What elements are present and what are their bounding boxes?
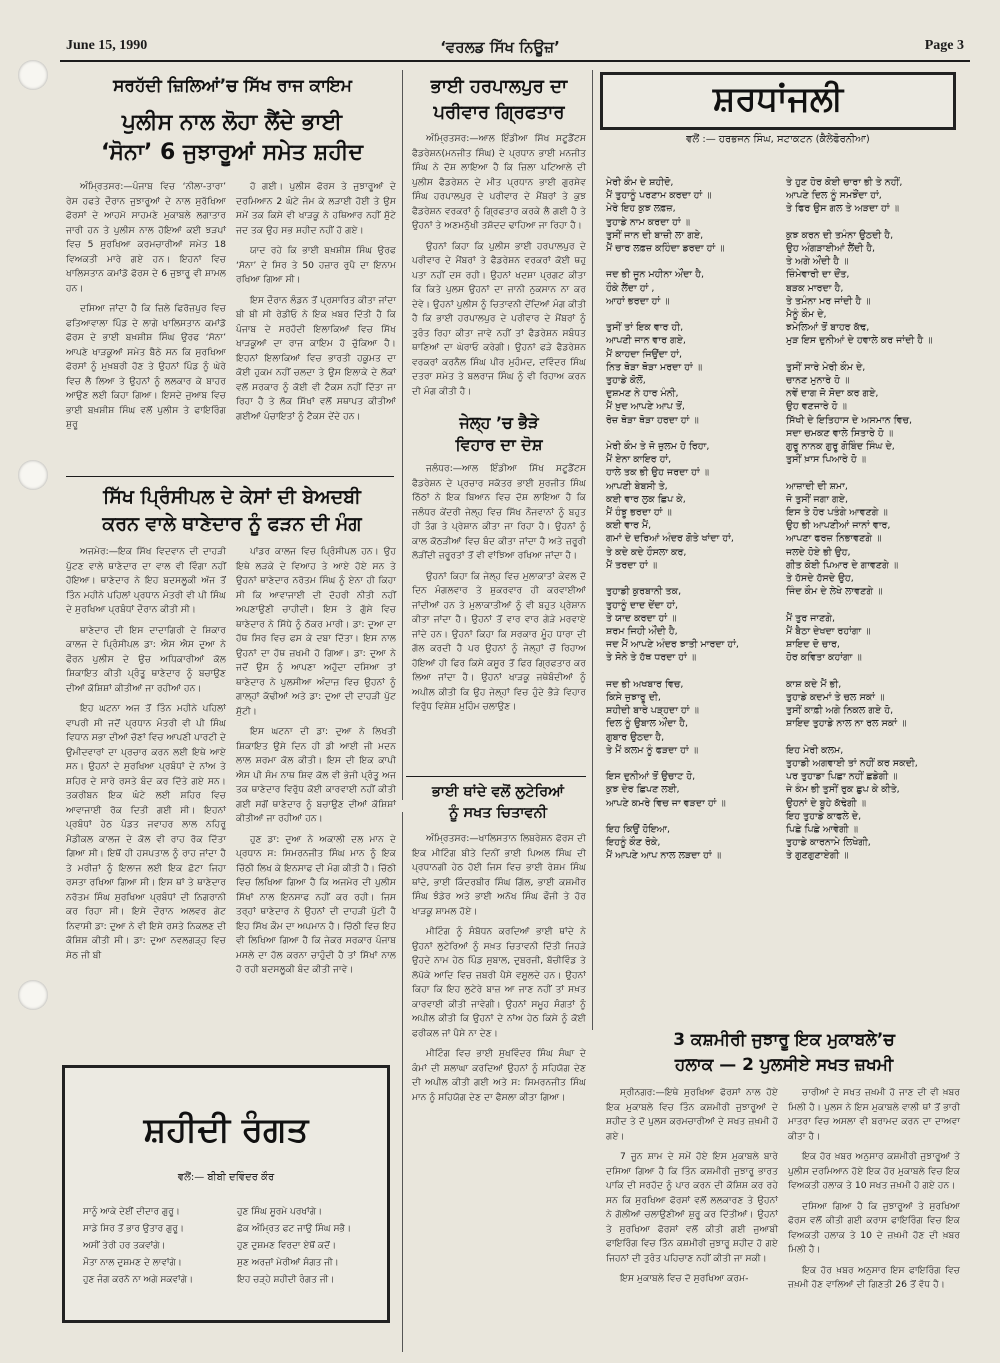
column-divider bbox=[592, 70, 593, 1030]
article6-col2 bbox=[788, 1086, 960, 1348]
martyr-poem-box bbox=[62, 1065, 390, 1323]
article2-col1 bbox=[66, 545, 226, 961]
article3-body bbox=[412, 132, 586, 402]
headline-line: ਵਿਹਾਰ ਦਾ ਦੋਸ਼ bbox=[455, 435, 543, 454]
header-rule bbox=[60, 60, 970, 62]
martyr-poem-col2: ਹੁਣ ਸਿੰਘ ਸੂਰਮੇ ਪਰਖਾਂਗੇ। ਛੱਕ ਅੰਮ੍ਰਿਤ ਫਟ ਜਾਉ ਸਿੰਘ ਸਭੈ। ਹੁਣ ਦੁਸ਼ਮਣ ਵਿਰਦਾ ਏਥੋਂ ਕਦੋਂ। ਸੁਣ ਅਰਜ਼ਾਂ ਮੇਰੀਆਂ ਸੰਗਤ ਜੀ। ਇਹ ਚੜ੍ਹੇ ਸ਼ਹੀਦੀ ਰੰਗਤ ਜੀ। bbox=[237, 1207, 352, 1285]
paragraph: ਮੀਟਿੰਗ ਵਿਚ ਭਾਈ ਸੁਖਵਿੰਦਰ ਸਿੰਘ ਸੰਘਾ ਦੇ ਕੰਮਾਂ ਦੀ ਸ਼ਲਾਘਾ ਕਰਦਿਆਂ ਉਹਨਾਂ ਨੂੰ ਸਹਿਯੋਗ ਦੇਣ ਦੀ ਅਪੀਲ ਕੀਤੀ ਗਈ ਅਤੇ ਸ: ਸਿਮਰਨਜੀਤ ਸਿੰਘ ਮਾਨ ਨੂੰ ਸਹਿਯੋਗ ਦੇਣ ਦਾ ਫੈਸਲਾ ਕੀਤਾ ਗਿਆ। bbox=[412, 1048, 586, 1103]
article2-headline bbox=[66, 484, 398, 538]
paragraph: ਯਾਦ ਰਹੇ ਕਿ ਭਾਈ ਬਖ਼ਸ਼ੀਸ਼ ਸਿੰਘ ਉਰਫ ‘ਸੋਨਾ’ ਦੇ ਸਿਰ ਤੇ 50 ਹਜ਼ਾਰ ਰੁਪੈ ਦਾ ਇਨਾਮ ਰਖਿਆ ਗਿਆ ਸੀ। bbox=[236, 245, 396, 285]
newspaper-title: ‘ਵਰਲਡ ਸਿੱਖ ਨਿਊਜ਼’ bbox=[440, 38, 560, 56]
article1-kicker: ਸਰਹੱਦੀ ਜ਼ਿਲਿਆਂ’ਚ ਸਿੱਖ ਰਾਜ ਕਾਇਮ bbox=[113, 76, 352, 96]
paragraph: ਚਾਰੀਆਂ ਦੇ ਸਖਤ ਜ਼ਖ਼ਮੀ ਹੋ ਜਾਣ ਦੀ ਵੀ ਖ਼ਬਰ ਮਿਲੀ ਹੈ। ਪੁਲਸ ਨੇ ਇਸ ਮੁਕਾਬਲੇ ਵਾਲੀ ਥਾਂ ਤੋਂ ਭਾਰੀ ਮਾਤਰਾ ਵਿਚ ਅਸਲਾ ਵੀ ਬਰਾਮਦ ਕਰਨ ਦਾ ਦਾਅਵਾ ਕੀਤਾ ਹੈ। bbox=[788, 1087, 960, 1142]
article2-col2 bbox=[236, 545, 396, 975]
column-divider bbox=[402, 70, 403, 800]
paragraph: ਦਸਿਆ ਜਾਂਦਾ ਹੈ ਕਿ ਜ਼ਿਲੇ ਫਿਰੋਜ਼ਪੁਰ ਵਿਚ ਫਤਿਆਵਾਲਾ ਪਿੰਡ ਦੇ ਲਾਗੇ ਖਾਲਿਸਤਾਨ ਕਮਾਂਡੋ ਫੋਰਸ ਦੇ ਭਾਈ ਬਖ਼ਸ਼ੀਸ਼ ਸਿੰਘ ਉਰਫ ‘ਸੋਨਾ’ ਆਪਣੇ ਖਾੜਕੂਆਂ ਸਮੇਤ ਬੈਠੇ ਸਨ ਕਿ ਸੁਰਖਿਆ ਫੋਰਸਾਂ ਨੂੰ ਮੁਖ਼ਬਰੀ ਹੋਣ ਤੇ ਉਹਨਾਂ ਪਿੰਡ ਨੂੰ ਘੇਰੇ ਵਿਚ ਲੈ ਲਿਆ ਤੇ ਉਹਨਾਂ ਨੂੰ ਲਲਕਾਰ ਕੇ ਬਾਹਰ ਆਉਣ ਲਈ ਕਿਹਾ ਗਿਆ। ਇਸਦੇ ਜੁਆਬ ਵਿਚ ਭਾਈ ਬਖ਼ਸ਼ੀਸ਼ ਸਿੰਘ ਵਲੋਂ ਪੁਲੀਸ ਤੇ ਫਾਇਰਿੰਗ ਸ਼ੁਰੂ bbox=[66, 303, 226, 430]
paragraph: ਹੁਣ ਡਾ: ਦੁਆ ਨੇ ਅਕਾਲੀ ਦਲ ਮਾਨ ਦੇ ਪ੍ਰਧਾਨ ਸ: ਸਿਮਰਨਜੀਤ ਸਿੰਘ ਮਾਨ ਨੂੰ ਇਕ ਚਿੱਠੀ ਲਿਖ ਕੇ ਇਨਸਾਫ ਦੀ ਮੰਗ ਕੀਤੀ ਹੈ। ਚਿੱਠੀ ਵਿਚ ਲਿਖਿਆ ਗਿਆ ਹੈ ਕਿ ਅਜਮੇਰ ਦੀ ਪੁਲੀਸ ਸਿੱਖਾਂ ਨਾਲ ਇਨਸਾਫ ਨਹੀਂ ਕਰ ਰਹੀ। ਜਿਸ ਤਰ੍ਹਾਂ ਥਾਣੇਦਾਰ ਨੇ ਉਹਨਾਂ ਦੀ ਦਾਹੜੀ ਪੁੱਟੀ ਹੈ ਇਹ ਸਿੱਖ ਕੌਮ ਦਾ ਅਪਮਾਨ ਹੈ। ਚਿੱਠੀ ਵਿਚ ਇਹ ਵੀ ਲਿਖਿਆ ਗਿਆ ਹੈ ਕਿ ਜੇਕਰ ਸਰਕਾਰ ਪੰਜਾਬ ਮਸਲੇ ਦਾ ਹੱਲ ਕਰਨਾ ਚਾਹੁੰਦੀ ਹੈ ਤਾਂ ਸਿੱਖਾਂ ਨਾਲ ਹੋ ਰਹੀ ਬਦਸਲੂਕੀ ਬੰਦ ਕੀਤੀ ਜਾਵੇ। bbox=[236, 833, 396, 975]
paragraph: ਇਸ ਮੁਕਾਬਲੇ ਵਿਚ ਦੋ ਸੁਰਖਿਆ ਕਰਮ- bbox=[620, 1273, 749, 1284]
headline-line: ਨੂੰ ਸਖਤ ਚਿਤਾਵਨੀ bbox=[448, 805, 548, 821]
article4-headline bbox=[410, 412, 588, 456]
tribute-poem-col2: ਤੇ ਹੁਣ ਹੋਰ ਕੋਈ ਚਾਰਾ ਭੀ ਤੇ ਨਹੀਂ, ਆਪਣੇ ਦਿਲ ਨੂੰ ਸਮਝੌਂਦਾ ਹਾਂ, ਤੇ ਫਿਰ ਉਸ ਗਲ ਤੇ ਅੜਦਾ ਹਾਂ ॥ ਕੁਝ ਕਰਨ ਦੀ ਤਮੰਨਾ ਉਠਦੀ ਹੈ, ਉਹ ਅੰਗੜਾਈਆਂ ਲੈਂਦੀ ਹੈ, ਤੇ ਅਗੇ ਔਂਦੀ ਹੈ ॥ ਜ਼ਿੰਮੇਵਾਰੀ ਦਾ ਦੌਂਤ, ਬੜਕ ਮਾਰਦਾ ਹੈ, ਤੇ ਤਮੰਨਾ ਮਰ ਜਾਂਦੀ ਹੈ ॥ ਮੈਨੂੰ ਕੌਮ ਦੇ, ਝਮੇਲਿਆਂ ਤੋਂ ਬਾਹਰ ਕੱਢ, ਮੁੜ ਇਸ ਦੁਨੀਆਂ ਦੇ ਹਵਾਲੇ ਕਰ ਜਾਂਦੀ ਹੈ ॥ ਤੁਸੀਂ ਸਾਰੇ ਮੇਰੀ ਕੌਮ ਦੇ, ਚਾਨਣ ਮੁਨਾਰੇ ਹੋ ॥ ਨਵੇਂ ਦਾਗ ਜੋ ਸੋਦਾ ਕਰ ਗਏ, ਉਹ ਵਣਜਾਰੇ ਹੋ ॥ ਸਿੱਖੀ ਦੇ ਇਤਿਹਾਸ ਦੇ ਅਸਮਾਨ ਵਿਚ, ਸਦਾ ਚਮਕਣ ਵਾਲੇ ਸਿਤਾਰੇ ਹੋ ॥ ਗੁਰੂ ਨਾਨਕ ਗੁਰੂ ਗੋਬਿੰਦ ਸਿੰਘ ਦੇ, ਤੁਸੀਂ ਖ਼ਾਸ ਪਿਆਰੇ ਹੋ ॥ ਆਜ਼ਾਦੀ ਦੀ ਸ਼ਮਾ, ਜੋ ਤੁਸੀਂ ਜਗਾ ਗਏ, ਇਸ ਤੇ ਹੋਰ ਪਤੰਗੇ ਆਵਣਗੇ ॥ ਉਹ ਭੀ ਆਪਣੀਆਂ ਜਾਨਾਂ ਵਾਰ, ਆਪਣਾ ਫਰਜ਼ ਨਿਭਾਵਣਗੇ ॥ ਜਲਦੇ ਹੋਏ ਭੀ ਉਹ, ਗੀਤ ਕੋਈ ਪਿਆਰ ਦੇ ਗਾਵਣਗੇ ॥ ਤੇ ਹੱਸਦੇ ਹੱਸਦੇ ਉਹ, ਜਿੰਦ ਕੌਮ ਦੇ ਲੇਖੇ ਲਾਵਣਗੇ ॥ ਮੈਂ ਤੁਰ ਜਾਣਗੇ, ਮੈਂ ਬੈਠਾ ਦੇਖਦਾ ਰਹਾਂਗਾ ॥ ਸ਼ਾਇਦ ਦੋ ਚਾਰ, ਹੋਰ ਕਵਿਤਾ ਕਹਾਂਗਾ ॥ ਕਾਸ਼ ਕਦੇ ਮੈਂ ਭੀ, ਤੁਹਾਡੇ ਕਦਮਾਂ ਤੇ ਚਲ ਸਕਾਂ ॥ ਤੁਸੀਂ ਕਾਫ਼ੀ ਅਗੇ ਨਿਕਲ ਗਏ ਹੋ, ਸ਼ਾਇਦ ਤੁਹਾਡੇ ਨਾਲ ਨਾ ਰਲ ਸਕਾਂ ॥ ਇਹ ਮੇਰੀ ਕਲਮ, ਤੁਹਾਡੀ ਅਗਵਾਈ ਤਾਂ ਨਹੀਂ ਕਰ ਸਕਦੀ, ਪਰ ਤੁਹਾਡਾ ਪਿਛਾ ਨਹੀਂ ਛਡੇਗੀ ॥ ਜੇ ਕੰਮ ਭੀ ਤੁਸੀਂ ਰੁਕ ਛੁਪ ਕੇ ਕੀਤੇ, ਉਹਨਾਂ ਦੇ ਬੂਹੇ ਕੱਢੇਗੀ ॥ ਇਹ ਤੁਹਾਡੇ ਕਾਫਲੇ ਦੇ, ਪਿਛੇ ਪਿਛੇ ਆਵੇਗੀ ॥ ਤੁਹਾਡੇ ਕਾਰਨਾਮੇ ਲਿਖੇਗੀ, ਤੇ ਗੁਣਗੁਣਾਏਗੀ ॥ bbox=[786, 177, 933, 862]
martyr-poem-title: ਸ਼ਹੀਦੀ ਰੰਗਤ bbox=[143, 1110, 309, 1150]
paragraph: ਪਾਂਡਰ ਕਾਲਜ ਵਿਚ ਪ੍ਰਿੰਸੀਪਲ ਹਨ। ਉਹ ਇਥੇ ਲੜਕੇ ਦੇ ਵਿਆਹ ਤੇ ਆਏ ਹੋਏ ਸਨ ਤੇ ਉਹਨਾਂ ਥਾਣੇਦਾਰ ਨਰੋਤਮ ਸਿੰਘ ਨੂੰ ਏਨਾ ਹੀ ਕਿਹਾ ਸੀ ਕਿ ਆਵਾਜਾਈ ਦੀ ਦੋਹਰੀ ਨੀਤੀ ਨਹੀਂ ਅਪਣਾਉਣੀ ਚਾਹੀਦੀ। ਇਸ ਤੇ ਗੁੱਸੇ ਵਿਚ ਥਾਣੇਦਾਰ ਨੇ ਸਿੱਧੇ ਨੂੰ ਠੋਕਰ ਮਾਰੀ। ਡਾ: ਦੁਆ ਦਾ ਹੱਥ ਸਿਰ ਵਿਚ ਫਸ ਕੇ ਦਬਾ ਦਿੱਤਾ। ਇਸ ਨਾਲ ਉਹਨਾਂ ਦਾ ਹੱਥ ਜ਼ਖਮੀ ਹੋ ਗਿਆ। ਡਾ: ਦੁਆ ਨੇ ਜਦੋਂ ਉਸ ਨੂੰ ਆਪਣਾ ਅਹੁੱਦਾ ਦਸਿਆ ਤਾਂ ਥਾਣੇਦਾਰ ਨੇ ਪੁਲਸੀਆ ਅੰਦਾਜ਼ ਵਿਚ ਉਹਨਾਂ ਨੂੰ ਗਾਲ੍ਹਾਂ ਕੱਢੀਆਂ ਅਤੇ ਡਾ: ਦੁਆ ਦੀ ਦਾਹੜੀ ਪੁੱਟ ਸੁੱਟੀ। bbox=[236, 546, 396, 717]
paragraph: ਇਹ ਘਟਨਾ ਅਜ ਤੋਂ ਤਿੰਨ ਮਹੀਨੇ ਪਹਿਲਾਂ ਵਾਪਰੀ ਸੀ ਜਦੋਂ ਪ੍ਰਧਾਨ ਮੰਤਰੀ ਵੀ ਪੀ ਸਿੰਘ ਵਿਧਾਨ ਸਭਾ ਦੀਆਂ ਚੋਣਾਂ ਵਿਚ ਆਪਣੀ ਪਾਰਟੀ ਦੇ ਉਮੀਦਵਾਰਾਂ ਦਾ ਪ੍ਰਚਾਰ ਕਰਨ ਲਈ ਇਥੇ ਆਏ ਸਨ। ਉਹਨਾਂ ਦੇ ਸੁਰਖਿਆ ਪ੍ਰਬੰਧਾਂ ਦੇ ਨਾਂਅ ਤੇ ਸ਼ਹਿਰ ਦੇ ਸਾਰੇ ਰਸਤੇ ਬੰਦ ਕਰ ਦਿੱਤੇ ਗਏ ਸਨ। ਤਕਰੀਬਨ ਇਕ ਘੰਟੇ ਲਈ ਸ਼ਹਿਰ ਵਿਚ ਆਵਾਜਾਈ ਰੋਕ ਦਿਤੀ ਗਈ ਸੀ। ਇਹਨਾਂ ਪ੍ਰਬੰਧਾਂ ਹੇਠ ਪੰਡਤ ਜਵਾਹਰ ਲਾਲ ਨਹਿਰੂ ਮੈਡੀਕਲ ਕਾਲਜ ਦੇ ਕੋਲ ਵੀ ਰਾਹ ਰੋਕ ਦਿੱਤਾ ਗਿਆ ਸੀ। ਇਥੋਂ ਹੀ ਹਸਪਤਾਲ ਨੂੰ ਰਾਹ ਜਾਂਦਾ ਹੈ ਤੇ ਮਰੀਜ਼ਾਂ ਨੂੰ ਇਲਾਜ ਲਈ ਇਕ ਛੋਟਾ ਜਿਹਾ ਰਸਤਾ ਰਖਿਆ ਗਿਆ ਸੀ। ਇਸ ਥਾਂ ਤੇ ਥਾਣੇਦਾਰ ਨਰੋਤਮ ਸਿੰਘ ਸੁਰਖਿਆ ਪ੍ਰਬੰਧਾਂ ਦੀ ਨਿਗਰਾਨੀ ਕਰ ਰਿਹਾ ਸੀ। ਇਸੇ ਦੌਰਾਨ ਅਲਵਰ ਗੇਟ ਨਿਵਾਸੀ ਡਾ: ਦੁਆ ਨੇ ਵੀ ਇਸੇ ਰਸਤੇ ਨਿਕਲਣ ਦੀ ਕੋਸ਼ਿਸ਼ ਕੀਤੀ ਸੀ। ਡਾ: ਦੁਆ ਨਵਲਗੜ੍ਹ ਵਿਚ ਸੇਠ ਜੀ ਬੀ bbox=[66, 703, 226, 961]
martyr-poem-byline: ਵਲੋਂ:— ਬੀਬੀ ਦਵਿੰਦਰ ਕੌਰ bbox=[177, 1172, 275, 1183]
tribute-poem-col1: ਮੇਰੀ ਕੌਮ ਦੇ ਸ਼ਹੀਦੋ, ਮੈਂ ਤੁਹਾਨੂੰ ਪਰਣਾਮ ਕਰਦਾ ਹਾਂ ॥ ਮੇਰੇ ਇਹ ਕੁਝ ਲਫ਼ਜ਼, ਤੁਹਾਡੇ ਨਾਮ ਕਰਦਾ ਹਾਂ ॥ ਤੁਸੀਂ ਜਾਨ ਦੀ ਬਾਜ਼ੀ ਲਾ ਗਏ, ਮੈਂ ਚਾਰ ਲਫ਼ਜ਼ ਕਹਿੰਦਾ ਡਰਦਾ ਹਾਂ ॥ ਜਦ ਭੀ ਜੂਨ ਮਹੀਨਾ ਔਂਦਾ ਹੈ, ਹੌਕੇ ਲੈਂਦਾ ਹਾਂ , ਆਹਾਂ ਭਰਦਾ ਹਾਂ ॥ ਤੁਸੀਂ ਤਾਂ ਇਕ ਵਾਰ ਹੀ, ਆਪਣੀ ਜਾਨ ਵਾਰ ਗਏ, ਮੈਂ ਕਾਹਦਾ ਜਿਉਂਦਾ ਹਾਂ, ਨਿਤ ਥੋੜਾ ਥੋੜਾ ਮਰਦਾ ਹਾਂ ॥ ਤੁਹਾਡੇ ਕੋਲੋਂ, ਦੁਸ਼ਮਣ ਨੇ ਹਾਰ ਮੰਨੀ, ਮੈਂ ਖ਼ੁਦ ਆਪਣੇ ਆਪ ਤੋਂ, ਰੋਜ਼ ਥੋੜਾ ਥੋੜਾ ਹਰਦਾ ਹਾਂ ॥ ਮੇਰੀ ਕੌਮ ਤੇ ਜੋ ਜ਼ੁਲਮ ਹੋ ਰਿਹਾ, ਮੈਂ ਏਨਾ ਕਾਇਰ ਹਾਂ, ਹਾਲੇ ਤਕ ਭੀ ਉਹ ਜਰਦਾ ਹਾਂ ॥ ਆਪਣੀ ਬੇਬਸੀ ਤੇ, ਕਈ ਵਾਰ ਲੁਕ ਛਿਪ ਕੇ, ਮੈਂ ਹੰਝੂ ਭਰਦਾ ਹਾਂ ॥ ਕਈ ਵਾਰ ਮੈਂ, ਗਮਾਂ ਦੇ ਦਰਿਆਂ ਅੰਦਰ ਗੋਤੇ ਖਾਂਦਾ ਹਾਂ, ਤੇ ਕਦੇ ਕਦੇ ਹੌਸਲਾ ਕਰ, ਮੈਂ ਤਰਦਾ ਹਾਂ ॥ ਤੁਹਾਡੀ ਕੁਰਬਾਨੀ ਤਕ, ਤੁਹਾਨੂੰ ਦਾਦ ਦੇਂਦਾ ਹਾਂ, ਤੇ ਯਾਦ ਕਰਦਾ ਹਾਂ ॥ ਸ਼ਰਮ ਜਿਹੀ ਔਂਦੀ ਹੈ, ਜਦ ਮੈਂ ਆਪਣੇ ਅੰਦਰ ਝਾਤੀ ਮਾਰਦਾ ਹਾਂ, ਤੇ ਸੋਨੇ ਤੇ ਹੱਥ ਧਰਦਾ ਹਾਂ ॥ ਜਦ ਭੀ ਅਖਬਾਰ ਵਿਚ, ਕਿਸੇ ਜੁਝਾਰੂ ਦੀ, ਸ਼ਹੀਦੀ ਬਾਰੇ ਪੜ੍ਹਦਾ ਹਾਂ ॥ ਦਿਲ ਨੂੰ ਉਬਾਲ ਔਂਦਾ ਹੈ, ਗੁਬਾਰ ਉਠਦਾ ਹੈ, ਤੇ ਮੈਂ ਕਲਮ ਨੂੰ ਫੜਦਾ ਹਾਂ ॥ ਇਸ ਦੁਨੀਆਂ ਤੋਂ ਉਚਾਟ ਹੋ, ਕੁਝ ਦੇਰ ਛਿਪਣ ਲਈ, ਆਪਣੇ ਕਮਰੇ ਵਿਚ ਜਾ ਵੜਦਾ ਹਾਂ ॥ ਇਹ ਕਿਉਂ ਹੋਇਆ, ਇਹਨੂੰ ਕੌਣ ਰੋਕੇ, ਮੈਂ ਆਪਣੇ ਆਪ ਨਾਲ ਲੜਦਾ ਹਾਂ ॥ bbox=[606, 177, 739, 862]
section-rule bbox=[66, 476, 394, 477]
article5-headline bbox=[406, 782, 590, 824]
paragraph: ਇਕ ਹੋਰ ਖ਼ਬਰ ਅਨੁਸਾਰ ਇਸ ਫਾਇਰਿੰਗ ਵਿਚ ਜ਼ਖ਼ਮੀ ਹੋਣ ਵਾਲਿਆਂ ਦੀ ਗਿਣਤੀ 26 ਤੋਂ ਵੱਧ ਹੈ। bbox=[788, 1264, 960, 1290]
paragraph: ਜਲੰਧਰ:—ਆਲ ਇੰਡੀਆ ਸਿੱਖ ਸਟੂਡੈਂਟਸ ਫੈਡਰੇਸ਼ਨ ਦੇ ਪ੍ਰਚਾਰ ਸਕੱਤਰ ਭਾਈ ਸੁਰਜੀਤ ਸਿੰਘ ਠਿੱਠਾਂ ਨੇ ਇਕ ਬਿਆਨ ਵਿਚ ਦੋਸ਼ ਲਾਇਆ ਹੈ ਕਿ ਜਲੰਧਰ ਕੇਂਦਰੀ ਜੇਲ੍ਹ ਵਿਚ ਸਿੱਖ ਨੌਜਵਾਨਾਂ ਨੂੰ ਬਹੁਤ ਹੀ ਤੰਗ ਤੇ ਪ੍ਰੇਸ਼ਾਨ ਕੀਤਾ ਜਾ ਰਿਹਾ ਹੈ। ਉਹਨਾਂ ਨੂੰ ਕਾਲ ਕੋਠੜੀਆਂ ਵਿਚ ਬੰਦ ਕੀਤਾ ਜਾਂਦਾ ਹੈ ਅਤੇ ਜ਼ਰੂਰੀ ਲੋੜੀਂਦੀ ਜ਼ਰੂਰਤਾਂ ਤੋਂ ਵੀ ਵਾਂਝਿਆ ਰਖਿਆ ਜਾਂਦਾ ਹੈ। bbox=[412, 463, 586, 561]
issue-date: June 15, 1990 bbox=[66, 38, 148, 53]
martyr-poem-col1: ਸਾਨੂੰ ਆਕੇ ਦੇਈਂ ਦੀਦਾਰ ਗੁਰੂ। ਸਾਡੇ ਸਿਰ ਤੋਂ ਭਾਰ ਉਤਾਰ ਗੁਰੂ। ਅਸੀਂ ਤੇਰੀ ਹਰ ਤਕਵਾਂਗੇ। ਮੌਤਾ ਨਾਲ ਦੁਸ਼ਮਣ ਦੇ ਲਾਵਾਂਗੇ। ਹੁਣ ਜੰਗ ਕਰਨੋ ਨਾ ਅਗੇ ਸਕਵਾਂਗੇ। bbox=[83, 1207, 194, 1285]
headline-line: ‘ਸੋਨਾ’ 6 ਜੁਝਾਰੂਆਂ ਸਮੇਤ ਸ਼ਹੀਦ bbox=[100, 140, 364, 165]
article6-headline bbox=[606, 1028, 962, 1078]
tribute-title: ਸ਼ਰਧਾਂਜਲੀ bbox=[712, 79, 844, 119]
paragraph: ਉਹਨਾਂ ਕਿਹਾ ਕਿ ਜੇਲ੍ਹ ਵਿਚ ਮੁਲਾਕਾਤਾਂ ਕੇਵਲ ਦੋ ਦਿਨ ਮੰਗਲਵਾਰ ਤੇ ਸ਼ੁਕਰਵਾਰ ਹੀ ਕਰਵਾਈਆਂ ਜਾਂਦੀਆਂ ਹਨ ਤੇ ਮੁਲਾਕਾਤੀਆਂ ਨੂੰ ਵੀ ਬਹੁਤ ਪ੍ਰੇਸ਼ਾਨ ਕੀਤਾ ਜਾਂਦਾ ਹੈ। ਉਹਨਾਂ ਤੋਂ ਵਾਰ ਵਾਰ ਗੇੜੇ ਮਰਵਾਏ ਜਾਂਦੇ ਹਨ। ਉਹਨਾਂ ਕਿਹਾ ਕਿ ਸਰਕਾਰ ਮੂੰਹ ਧਾਰਾ ਦੀ ਗੱਲ ਕਰਦੀ ਹੈ ਪਰ ਉਹਨਾਂ ਨੂੰ ਜੇਲ੍ਹਾਂ ਚੋਂ ਰਿਹਾਅ ਹੋਇਆਂ ਹੀ ਫਿਰ ਕਿਸੇ ਕਸੂਰ ਤੋਂ ਫਿਰ ਗ੍ਰਿਫਤਾਰ ਕਰ ਲਿਆ ਜਾਂਦਾ ਹੈ। ਉਹਨਾਂ ਖਾੜਕੂ ਜਥੇਬੰਦੀਆਂ ਨੂੰ ਅਪੀਲ ਕੀਤੀ ਕਿ ਉਹ ਜੇਲ੍ਹਾਂ ਵਿਚ ਹੁੰਦੇ ਭੈੜੇ ਵਿਹਾਰ ਵਿਰੁੱਧ ਵਿਸ਼ੇਸ਼ ਮੁਹਿੰਮ ਚਲਾਉਣ। bbox=[412, 570, 586, 712]
headline-line: ਪਰੀਵਾਰ ਗ੍ਰਿਫਤਾਰ bbox=[433, 102, 565, 123]
punch-hole bbox=[18, 980, 48, 1010]
paragraph: ਇਸ ਦੌਰਾਨ ਲੰਡਨ ਤੋਂ ਪ੍ਰਸਾਰਿਤ ਕੀਤਾ ਜਾਂਦਾ ਬੀ ਬੀ ਸੀ ਰੇਡੀਓ ਨੇ ਇਕ ਖ਼ਬਰ ਦਿੱਤੀ ਹੈ ਕਿ ਪੰਜਾਬ ਦੇ ਸਰਹੱਦੀ ਇਲਾਕਿਆਂ ਵਿਚ ਸਿੱਖ ਖਾੜਕੂਆਂ ਦਾ ਰਾਜ ਕਾਇਮ ਹੋ ਚੁੱਕਿਆ ਹੈ। ਇਹਨਾਂ ਇਲਾਕਿਆਂ ਵਿਚ ਭਾਰਤੀ ਹਕੂਮਤ ਦਾ ਕੋਈ ਹੁਕਮ ਨਹੀਂ ਚਲਦਾ ਤੇ ਉਸ ਇਲਾਕੇ ਦੇ ਲੋਕਾਂ ਵਲੋਂ ਸਰਕਾਰ ਨੂੰ ਕੋਈ ਵੀ ਟੈਕਸ ਨਹੀਂ ਦਿੱਤਾ ਜਾ ਰਿਹਾ ਹੈ ਤੇ ਲੋਕ ਸਿੱਖਾਂ ਵਲੋਂ ਸਥਾਪਤ ਕੀਤੀਆਂ ਗਈਆਂ ਪੰਚਾਇਤਾਂ ਨੂੰ ਟੈਕਸ ਦੇਂਦੇ ਹਨ। bbox=[236, 294, 396, 422]
paragraph: ਹੋ ਗਈ। ਪੁਲੀਸ ਫੋਰਸ ਤੇ ਜੁਝਾਰੂਆਂ ਦੇ ਦਰਮਿਆਨ 2 ਘੰਟੇ ਜੰਮ ਕੇ ਲੜਾਈ ਹੋਈ ਤੇ ਉਸ ਸਮੇਂ ਤਕ ਕਿਸੇ ਵੀ ਖਾੜਕੂ ਨੇ ਹਥਿਆਰ ਨਹੀਂ ਸੁੱਟੇ ਜਦ ਤਕ ਉਹ ਸਭ ਸ਼ਹੀਦ ਨਹੀਂ ਹੋ ਗਏ। bbox=[236, 181, 396, 236]
headline-line: ਸਿੱਖ ਪ੍ਰਿੰਸੀਪਲ ਦੇ ਕੇਸਾਂ ਦੀ ਬੇਅਦਬੀ bbox=[103, 486, 361, 508]
headline-line: ਜੇਲ੍ਹ ’ਚ ਭੈੜੇ bbox=[459, 413, 539, 432]
page-number: Page 3 bbox=[924, 38, 964, 53]
article1-col1 bbox=[66, 180, 226, 472]
headline-line: ਕਰਨ ਵਾਲੇ ਥਾਣੇਦਾਰ ਨੂੰ ਫੜਨ ਦੀ ਮੰਗ bbox=[102, 513, 362, 535]
article6-col1 bbox=[606, 1086, 778, 1348]
tribute-title-box bbox=[600, 72, 956, 130]
paragraph: ਅੰਮ੍ਰਿਤਸਰ:—ਪੰਜਾਬ ਵਿਚ ‘ਨੀਲਾ-ਤਾਰਾ’ ਰੇਸ ਹਫਤੇ ਦੌਰਾਨ ਜੁਝਾਰੂਆਂ ਦੇ ਨਾਲ ਸੁਰੱਖਿਆ ਫੋਰਸਾਂ ਦੇ ਆਹਮੋ ਸਾਹਮਣੇ ਮੁਕਾਬਲੇ ਲਗਾਤਾਰ ਜਾਰੀ ਹਨ ਤੇ ਪੁਲੀਸ ਨਾਲ ਹੋਇਆਂ ਕਈ ਝੜਪਾਂ ਵਿਚ 5 ਸੁਰਖਿਆ ਕਰਮਚਾਰੀਆਂ ਸਮੇਤ 18 ਵਿਅਕਤੀ ਮਾਰੇ ਗਏ ਹਨ। ਇਹਨਾਂ ਵਿਚ ਖਾਲਿਸਤਾਨ ਕਮਾਂਡੋ ਫੋਰਸ ਦੇ 6 ਜੁਝਾਰੂ ਵੀ ਸ਼ਾਮਲ ਹਨ। bbox=[66, 181, 226, 294]
paragraph: ਇਸ ਘਟਨਾ ਦੀ ਡਾ: ਦੁਆ ਨੇ ਲਿਖਤੀ ਸ਼ਿਕਾਇਤ ਉਸੇ ਦਿਨ ਹੀ ਡੀ ਆਈ ਜੀ ਮਦਨ ਲਾਲ ਸ਼ਰਮਾ ਕੋਲ ਕੀਤੀ। ਇਸ ਦੀ ਇਕ ਕਾਪੀ ਐਸ ਪੀ ਸੰਮ ਨਾਥ ਸ਼ਿਵ ਕੋਲ ਵੀ ਭੇਜੀ ਪ੍ਰੰਤੂ ਅਜ ਤਕ ਥਾਣੇਦਾਰ ਵਿਰੁੱਧ ਕੋਈ ਕਾਰਵਾਈ ਨਹੀਂ ਕੀਤੀ ਗਈ ਸਗੋਂ ਥਾਣੇਦਾਰ ਨੂੰ ਬਚਾਉਣ ਦੀਆਂ ਕੋਸ਼ਿਸ਼ਾਂ ਕੀਤੀਆਂ ਜਾ ਰਹੀਆਂ ਹਨ। bbox=[236, 726, 396, 824]
headline-line: ਹਲਾਕ — 2 ਪੁਲਸੀਏ ਸਖਤ ਜ਼ਖਮੀ bbox=[674, 1055, 894, 1075]
paragraph: ਸ੍ਰੀਨਗਰ:—ਇਥੇ ਸੁਰਖਿਆ ਫੋਰਸਾਂ ਨਾਲ ਹੋਏ ਇਕ ਮੁਕਾਬਲੇ ਵਿਚ ਤਿੰਨ ਕਸ਼ਮੀਰੀ ਜੁਝਾਰੂਆਂ ਦੇ ਸ਼ਹੀਦ ਤੇ ਦੋ ਪੁਲਸ ਕਰਮਚਾਰੀਆਂ ਦੇ ਸਖਤ ਜ਼ਖ਼ਮੀ ਹੋ ਗਏ। bbox=[606, 1087, 778, 1142]
paragraph: ਮੀਟਿੰਗ ਨੂੰ ਸੰਬੋਧਨ ਕਰਦਿਆਂ ਭਾਈ ਥਾਂਦੇ ਨੇ ਉਹਨਾਂ ਲੁਟੇਰਿਆਂ ਨੂੰ ਸਖ਼ਤ ਚਿਤਾਵਨੀ ਦਿੱਤੀ ਜਿਹੜੇ ਉਹਦੇ ਨਾਮ ਹੇਠ ਪਿੰਡ ਸੁਬਾਲ, ਦੁਬਰਜੀ, ਬੱਚੀਵਿੰਡ ਤੇ ਲੋਪੋਕੇ ਆਦਿ ਵਿਚ ਜ਼ਬਰੀ ਪੈਸੇ ਵਸੂਲਦੇ ਹਨ। ਉਹਨਾਂ ਕਿਹਾ ਕਿ ਇਹ ਲੁਟੇਰੇ ਬਾਜ਼ ਆ ਜਾਣ ਨਹੀਂ ਤਾਂ ਸਖ਼ਤ ਕਾਰਵਾਈ ਕੀਤੀ ਜਾਵੇਗੀ। ਉਹਨਾਂ ਸਮੂਹ ਸੰਗਤਾਂ ਨੂੰ ਅਪੀਲ ਕੀਤੀ ਕਿ ਉਹਨਾਂ ਦੇ ਨਾਂਅ ਹੇਠ ਕਿਸੇ ਨੂੰ ਕੋਈ ਫਰੀਕਲ ਜਾਂ ਪੈਸੇ ਨਾ ਦੇਣ। bbox=[412, 926, 586, 1039]
paragraph: ਥਾਣੇਦਾਰ ਦੀ ਇਸ ਦਾਦਾਗਿਰੀ ਦੇ ਸ਼ਿਕਾਰ ਕਾਲਜ ਦੇ ਪ੍ਰਿੰਸੀਪਲ ਡਾ: ਐਸ ਐਸ ਦੁਆ ਨੇ ਫੌਰਨ ਪੁਲੀਸ ਦੇ ਉਚ ਅਧਿਕਾਰੀਆਂ ਕੋਲ ਸ਼ਿਕਾਇਤ ਕੀਤੀ ਪ੍ਰੰਤੂ ਥਾਣੇਦਾਰ ਨੂੰ ਬਚਾਉਣ ਦੀਆਂ ਕੋਸ਼ਿਸ਼ਾਂ ਕੀਤੀਆਂ ਜਾ ਰਹੀਆਂ ਹਨ। bbox=[66, 624, 226, 694]
article1-headline bbox=[66, 108, 398, 168]
article4-body bbox=[412, 462, 586, 772]
paragraph: ਉਹਨਾਂ ਕਿਹਾ ਕਿ ਪੁਲੀਸ ਭਾਈ ਹਰਪਾਲਪੁਰ ਦੇ ਪਰੀਵਾਰ ਦੇ ਮੈਂਬਰਾਂ ਤੇ ਫੈਡਰੇਸ਼ਨ ਵਰਕਰਾਂ ਕੋਈ ਥਹੁ ਪਤਾ ਨਹੀਂ ਦਸ ਰਹੀ। ਉਹਨਾਂ ਖਦਸ਼ਾ ਪ੍ਰਗਟ ਕੀਤਾ ਕਿ ਕਿਤੇ ਪੁਲਸ ਉਹਨਾਂ ਦਾ ਜਾਨੀ ਨੁਕਸਾਨ ਨਾ ਕਰ ਦੇਵੇ। ਉਹਨਾਂ ਪੁਲੀਸ ਨੂੰ ਚਿਤਾਵਨੀ ਦੇਂਦਿਆਂ ਮੰਗ ਕੀਤੀ ਹੈ ਕਿ ਭਾਈ ਹਰਪਾਲਪੁਰ ਦੇ ਪਰੀਵਾਰ ਦੇ ਮੈਂਬਰਾਂ ਨੂੰ ਤੁਰੰਤ ਰਿਹਾ ਕੀਤਾ ਜਾਵੇ ਨਹੀਂ ਤਾਂ ਫੈਡਰੇਸ਼ਨ ਸਬੰਧਤ ਥਾਣਿਆਂ ਦਾ ਘੇਰਾਓ ਕਰੇਗੀ। ਉਹਨਾਂ ਫੜੇ ਫੈਡਰੇਸ਼ਨ ਵਰਕਰਾਂ ਕਰਨੈਲ ਸਿੰਘ ਪੀਰ ਮੁਹੰਮਦ, ਦਵਿੰਦਰ ਸਿੰਘ ਦਤਰਾ ਸਮੇਤ ਤੇ ਬਲਰਾਜ ਸਿੰਘ ਨੂੰ ਵੀ ਰਿਹਾਅ ਕਰਨ ਦੀ ਮੰਗ ਕੀਤੀ ਹੈ। bbox=[412, 240, 586, 397]
article5-body bbox=[412, 832, 586, 1344]
article1-col2 bbox=[236, 180, 396, 472]
headline-line: 3 ਕਸ਼ਮੀਰੀ ਜੁਝਾਰੂ ਇਕ ਮੁਕਾਬਲੇ’ਚ bbox=[673, 1030, 895, 1050]
section-rule bbox=[406, 776, 586, 777]
headline-line: ਭਾਈ ਥਾਂਦੇ ਵਲੋਂ ਲੁਟੇਰਿਆਂ bbox=[432, 784, 564, 800]
paragraph: ਅੰਮ੍ਰਿਤਸਰ:—ਆਲ ਇੰਡੀਆ ਸਿੱਖ ਸਟੂਡੈਂਟਸ ਫੈਡਰੇਸ਼ਨ(ਮਨਜੀਤ ਸਿੰਘ) ਦੇ ਪ੍ਰਧਾਨ ਭਾਈ ਮਨਜੀਤ ਸਿੰਘ ਨੇ ਦੋਸ਼ ਲਾਇਆ ਹੈ ਕਿ ਜ਼ਿਲਾ ਪਟਿਆਲੇ ਦੀ ਪੁਲੀਸ ਫੈਡਰੇਸ਼ਨ ਦੇ ਮੀਤ ਪ੍ਰਧਾਨ ਭਾਈ ਗੁਰਸੇਵ ਸਿੰਘ ਹਰਪਾਲਪੁਰ ਦੇ ਪਰੀਵਾਰ ਦੇ ਮੈਂਬਰਾਂ ਤੇ ਕੁਝ ਫੈਡਰੇਸ਼ਨ ਵਰਕਰਾਂ ਨੂੰ ਗ੍ਰਿਫਤਾਰ ਕਰਕੇ ਲੈ ਗਈ ਹੈ ਤੇ ਉਹਨਾਂ ਤੇ ਅਣਮਨੁੱਖੀ ਤਸ਼ੱਦਦ ਢਾਹਿਆ ਜਾ ਰਿਹਾ ਹੈ। bbox=[412, 133, 586, 231]
punch-hole bbox=[18, 460, 48, 490]
article3-headline bbox=[410, 74, 588, 126]
headline-line: ਪੁਲੀਸ ਨਾਲ ਲੋਹਾ ਲੈਂਦੇ ਭਾਈ bbox=[121, 110, 343, 135]
punch-hole bbox=[18, 60, 48, 90]
paragraph: ਅਜਮੇਰ:—ਇਕ ਸਿੱਖ ਵਿਦਵਾਨ ਦੀ ਦਾਹੜੀ ਪੁੱਟਣ ਵਾਲੇ ਥਾਣੇਦਾਰ ਦਾ ਵਾਲ ਵੀ ਵਿੰਗਾ ਨਹੀਂ ਹੋਇਆ। ਥਾਣੇਦਾਰ ਨੇ ਇਹ ਬਦਸਲੂਕੀ ਅੱਜ ਤੋਂ ਤਿੰਨ ਮਹੀਨੇ ਪਹਿਲਾਂ ਪ੍ਰਧਾਨ ਮੰਤਰੀ ਵੀ ਪੀ ਸਿੰਘ ਦੇ ਸੁਰਖਿਆ ਪ੍ਰਬੰਧਾਂ ਦੌਰਾਨ ਕੀਤੀ ਸੀ। bbox=[66, 546, 226, 615]
paragraph: ਅੰਮ੍ਰਿਤਸਰ:—ਖਾਲਿਸਤਾਨ ਲਿਬਰੇਸ਼ਨ ਫੋਰਸ ਦੀ ਇਕ ਮੀਟਿੰਗ ਬੀਤੇ ਦਿਨੀਂ ਭਾਈ ਪਿਅਲ ਸਿੰਘ ਦੀ ਪ੍ਰਧਾਨਗੀ ਹੇਠ ਹੋਈ ਜਿਸ ਵਿਚ ਭਾਈ ਰੇਸ਼ਮ ਸਿੰਘ ਥਾਂਦੇ, ਭਾਈ ਕਿੰਦਰਬੀਰ ਸਿੰਘ ਗਿੱਲ, ਭਾਈ ਕਸ਼ਮੀਰ ਸਿੰਘ ਝੰਡੇਰ ਅਤੇ ਭਾਈ ਅਨੋਖ ਸਿੰਘ ਫੌਜੀ ਤੇ ਹੋਰ ਖਾੜਕੂ ਸ਼ਾਮਲ ਹੋਏ। bbox=[412, 833, 586, 917]
paragraph: ਦਸਿਆ ਗਿਆ ਹੈ ਕਿ ਜੁਝਾਰੂਆਂ ਤੇ ਸੁਰਖਿਆ ਫੋਰਸ ਵਲੋਂ ਕੀਤੀ ਗਈ ਕਰਾਸ ਫਾਇਰਿੰਗ ਵਿਚ ਇਕ ਵਿਅਕਤੀ ਹਲਾਕ ਤੇ 10 ਦੇ ਜ਼ਖ਼ਮੀ ਹੋਣ ਦੀ ਖ਼ਬਰ ਮਿਲੀ ਹੈ। bbox=[788, 1200, 960, 1255]
tribute-byline: ਵਲੋਂ :— ਹਰਭਜਨ ਸਿੰਘ, ਸਟਾਕਟਨ (ਕੈਲੇਫੋਰਨੀਆ) bbox=[686, 134, 870, 145]
column-divider bbox=[402, 812, 403, 1352]
paragraph: ਇਕ ਹੋਰ ਖ਼ਬਰ ਅਨੁਸਾਰ ਕਸ਼ਮੀਰੀ ਜੁਝਾਰੂਆਂ ਤੇ ਪੁਲੀਸ ਦਰਮਿਆਨ ਹੋਏ ਇਕ ਹੋਰ ਮੁਕਾਬਲੇ ਵਿਚ ਇਕ ਵਿਅਕਤੀ ਹਲਾਕ ਤੇ 10 ਸਖਤ ਜ਼ਖ਼ਮੀ ਹੋ ਗਏ ਹਨ। bbox=[788, 1151, 960, 1191]
headline-line: ਭਾਈ ਹਰਪਾਲਪੁਰ ਦਾ bbox=[430, 76, 568, 97]
paragraph: 7 ਜੂਨ ਸ਼ਾਮ ਦੇ ਸਮੇਂ ਹੋਏ ਇਸ ਮੁਕਾਬਲੇ ਬਾਰੇ ਦਸਿਆ ਗਿਆ ਹੈ ਕਿ ਤਿੰਨ ਕਸ਼ਮੀਰੀ ਜੁਝਾਰੂ ਭਾਰਤ ਪਾਕਿ ਦੀ ਸਰਹੱਦ ਨੂੰ ਪਾਰ ਕਰਨ ਦੀ ਕੋਸ਼ਿਸ਼ ਕਰ ਰਹੇ ਸਨ ਕਿ ਸੁਰਖਿਆ ਫੋਰਸਾਂ ਵਲੋਂ ਲਲਕਾਰਣ ਤੇ ਉਹਨਾਂ ਨੇ ਗੋਲੀਆਂ ਚਲਾਉਣੀਆਂ ਸ਼ੁਰੂ ਕਰ ਦਿੱਤੀਆਂ। ਉਹਨਾਂ ਤੇ ਸੁਰਖਿਆ ਫੋਰਸਾਂ ਵਲੋਂ ਕੀਤੀ ਗਈ ਜੁਆਬੀ ਫਾਇਰਿੰਗ ਵਿਚ ਤਿੰਨ ਕਸ਼ਮੀਰੀ ਜੁਝਾਰੂ ਸ਼ਹੀਦ ਹੋ ਗਏ ਜਿਹਨਾਂ ਦੀ ਤੁਰੰਤ ਪਹਿਚਾਣ ਨਹੀਂ ਕੀਤੀ ਜਾ ਸਕੀ। bbox=[606, 1151, 778, 1264]
